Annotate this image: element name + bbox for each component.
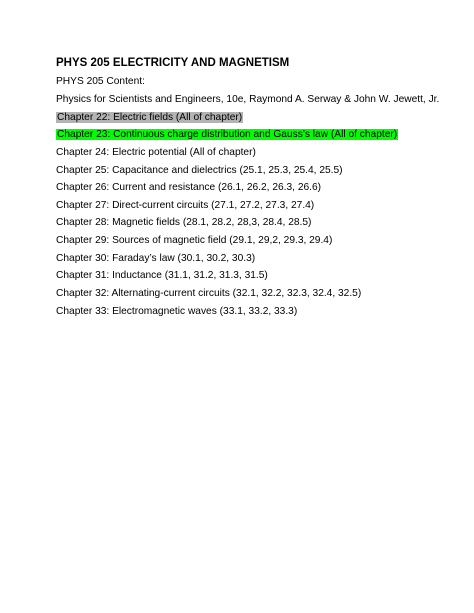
chapter-line-22 — [56, 111, 243, 125]
highlighted-text: Chapter 22: Electric fields (All of chapter) — [57, 112, 243, 123]
chapter-line-29: Chapter 29: Sources of magnetic field (29.1, 29,2, 29.3, 29.4) — [56, 235, 333, 246]
chapter-line-31: Chapter 31: Inductance (31.1, 31.2, 31.3, 31.5) — [56, 270, 268, 281]
chapter-line-25: Chapter 25: Capacitance and dielectrics (25.1, 25.3, 25.4, 25.5) — [56, 165, 343, 176]
content-label: PHYS 205 Content: — [56, 76, 145, 87]
highlighted-text: Chapter 23: Continuous charge distribution and Gauss’s law (All of chapter) — [57, 129, 398, 140]
document-title: PHYS 205 ELECTRICITY AND MAGNETISM — [56, 57, 290, 69]
chapter-line-33: Chapter 33: Electromagnetic waves (33.1, 33.2, 33.3) — [56, 306, 298, 317]
chapter-line-24: Chapter 24: Electric potential (All of chapter) — [56, 147, 256, 158]
chapter-line-30: Chapter 30: Faraday’s law (30.1, 30.2, 30.3) — [56, 253, 256, 264]
chapter-line-27: Chapter 27: Direct-current circuits (27.1, 27.2, 27.3, 27.4) — [56, 200, 315, 211]
chapter-line-26: Chapter 26: Current and resistance (26.1, 26.2, 26.3, 26.6) — [56, 182, 322, 193]
chapter-line-23 — [56, 128, 398, 142]
chapter-line-32: Chapter 32: Alternating-current circuits (32.1, 32.2, 32.3, 32.4, 32.5) — [56, 288, 362, 299]
textbook-line: Physics for Scientists and Engineers, 10e, Raymond A. Serway & John W. Jewett, Jr. — [56, 94, 440, 105]
chapter-line-28: Chapter 28: Magnetic fields (28.1, 28.2, 28,3, 28.4, 28.5) — [56, 217, 312, 228]
